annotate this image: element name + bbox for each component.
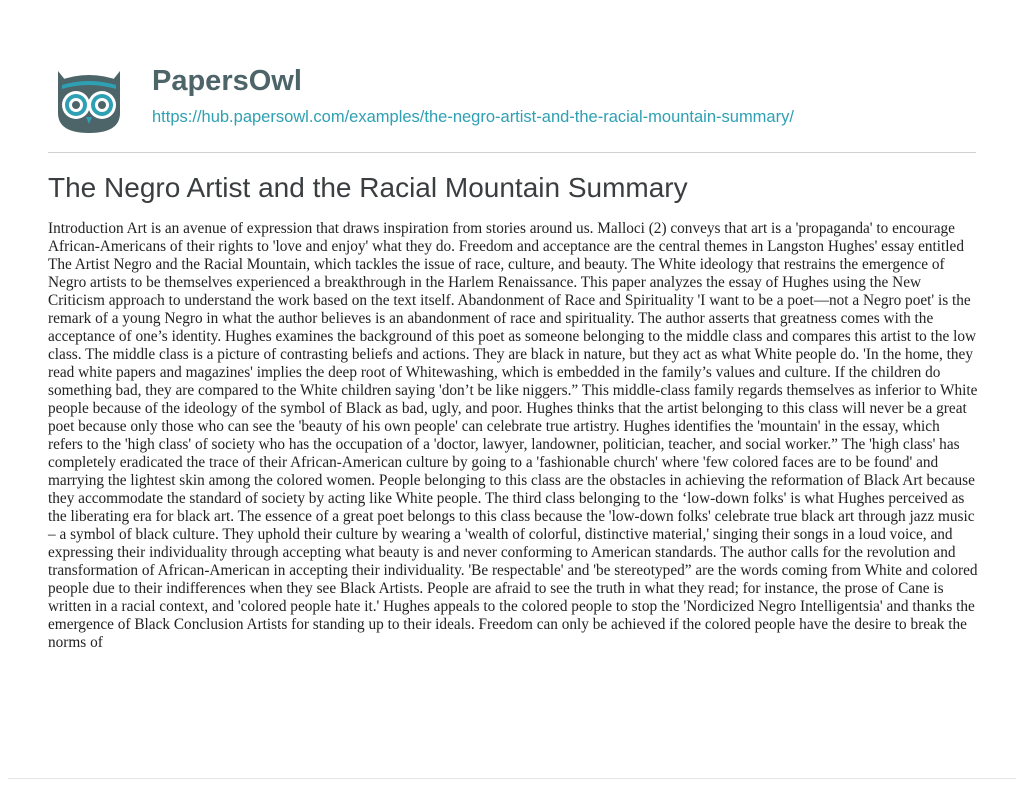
- header-divider: [48, 152, 976, 153]
- bottom-divider: [8, 778, 1016, 779]
- article-body: Introduction Art is an avenue of expression that draws inspiration from stories around us. Malloci (2) conveys that art is a 'propaganda' to encourage African-Americans of their rights to 'love and enjoy' what they do. Freedom and acceptance are the central themes in Langston Hughes' essay entitled The Artist Negro and the Racial Mountain, which tackles the issue of race, culture, and beauty. The White ideology that restrains the emergence of Negro artists to be themselves experienced a breakthrough in the Harlem Renaissance. This paper analyzes the essay of Hughes using the New Criticism approach to understand the work based on the text itself. Abandonment of Race and Spirituality 'I want to be a poet—not a Negro poet' is the remark of a young Negro in what the author believes is an abandonment of race and spirituality. The author asserts that greatness comes with the acceptance of one’s identity. Hughes examines the background of this poet as someone belonging to the middle class and compares this artist to the low class. The middle class is a picture of contrasting beliefs and actions. They are black in nature, but they act as what White people do. 'In the home, they read white papers and magazines' implies the deep root of Whitewashing, which is embedded in the family’s values and culture. If the children do something bad, they are compared to the White children saying 'don’t be like niggers.” This middle-class family regards themselves as inferior to White people because of the ideology of the symbol of Black as bad, ugly, and poor. Hughes thinks that the artist belonging to this class will never be a great poet because only those who can see the 'beauty of his own people' can celebrate true artistry. Hughes identifies the 'mountain' in the essay, which refers to the 'high class' of society who has the occupation of a 'doctor, lawyer, landowner, politician, teacher, and social worker.” The 'high class' has completely eradicated the trace of their African-American culture by going to a 'fashionable church' where 'few colored faces are to be found' and marrying the lightest skin among the colored women. People belonging to this class are the obstacles in achieving the reformation of Black Art because they accommodate the standard of society by acting like White people. The third class belonging to the ‘low-down folks' is what Hughes perceived as the liberating era for black art. The essence of a great poet belongs to this class because the 'low-down folks' celebrate true black art through jazz music – a symbol of black culture. They uphold their culture by wearing a 'wealth of colorful, distinctive material,' singing their songs in a loud voice, and expressing their individuality through accepting what beauty is and never conforming to American standards. The author calls for the revolution and transformation of African-American in accepting their individuality. 'Be respectable' and 'be stereotyped” are the words coming from White and colored people due to their indifferences when they see Black Artists. People are afraid to see the truth in what they read; for instance, the prose of Cane is written in a racial context, and 'colored people hate it.' Hughes appeals to the colored people to stop the 'Nordicized Negro Intelligentsia' and thanks the emergence of Black Conclusion Artists for standing up to their ideals. Freedom can only be achieved if the colored people have the desire to break the norms of: [48, 220, 978, 651]
- brand-name[interactable]: PapersOwl: [152, 65, 302, 97]
- header: [0, 0, 1024, 150]
- owl-logo-icon: [48, 67, 130, 137]
- page-title: The Negro Artist and the Racial Mountain Summary: [48, 172, 688, 203]
- source-url-link[interactable]: https://hub.papersowl.com/examples/the-negro-artist-and-the-racial-mountain-summary/: [152, 108, 794, 126]
